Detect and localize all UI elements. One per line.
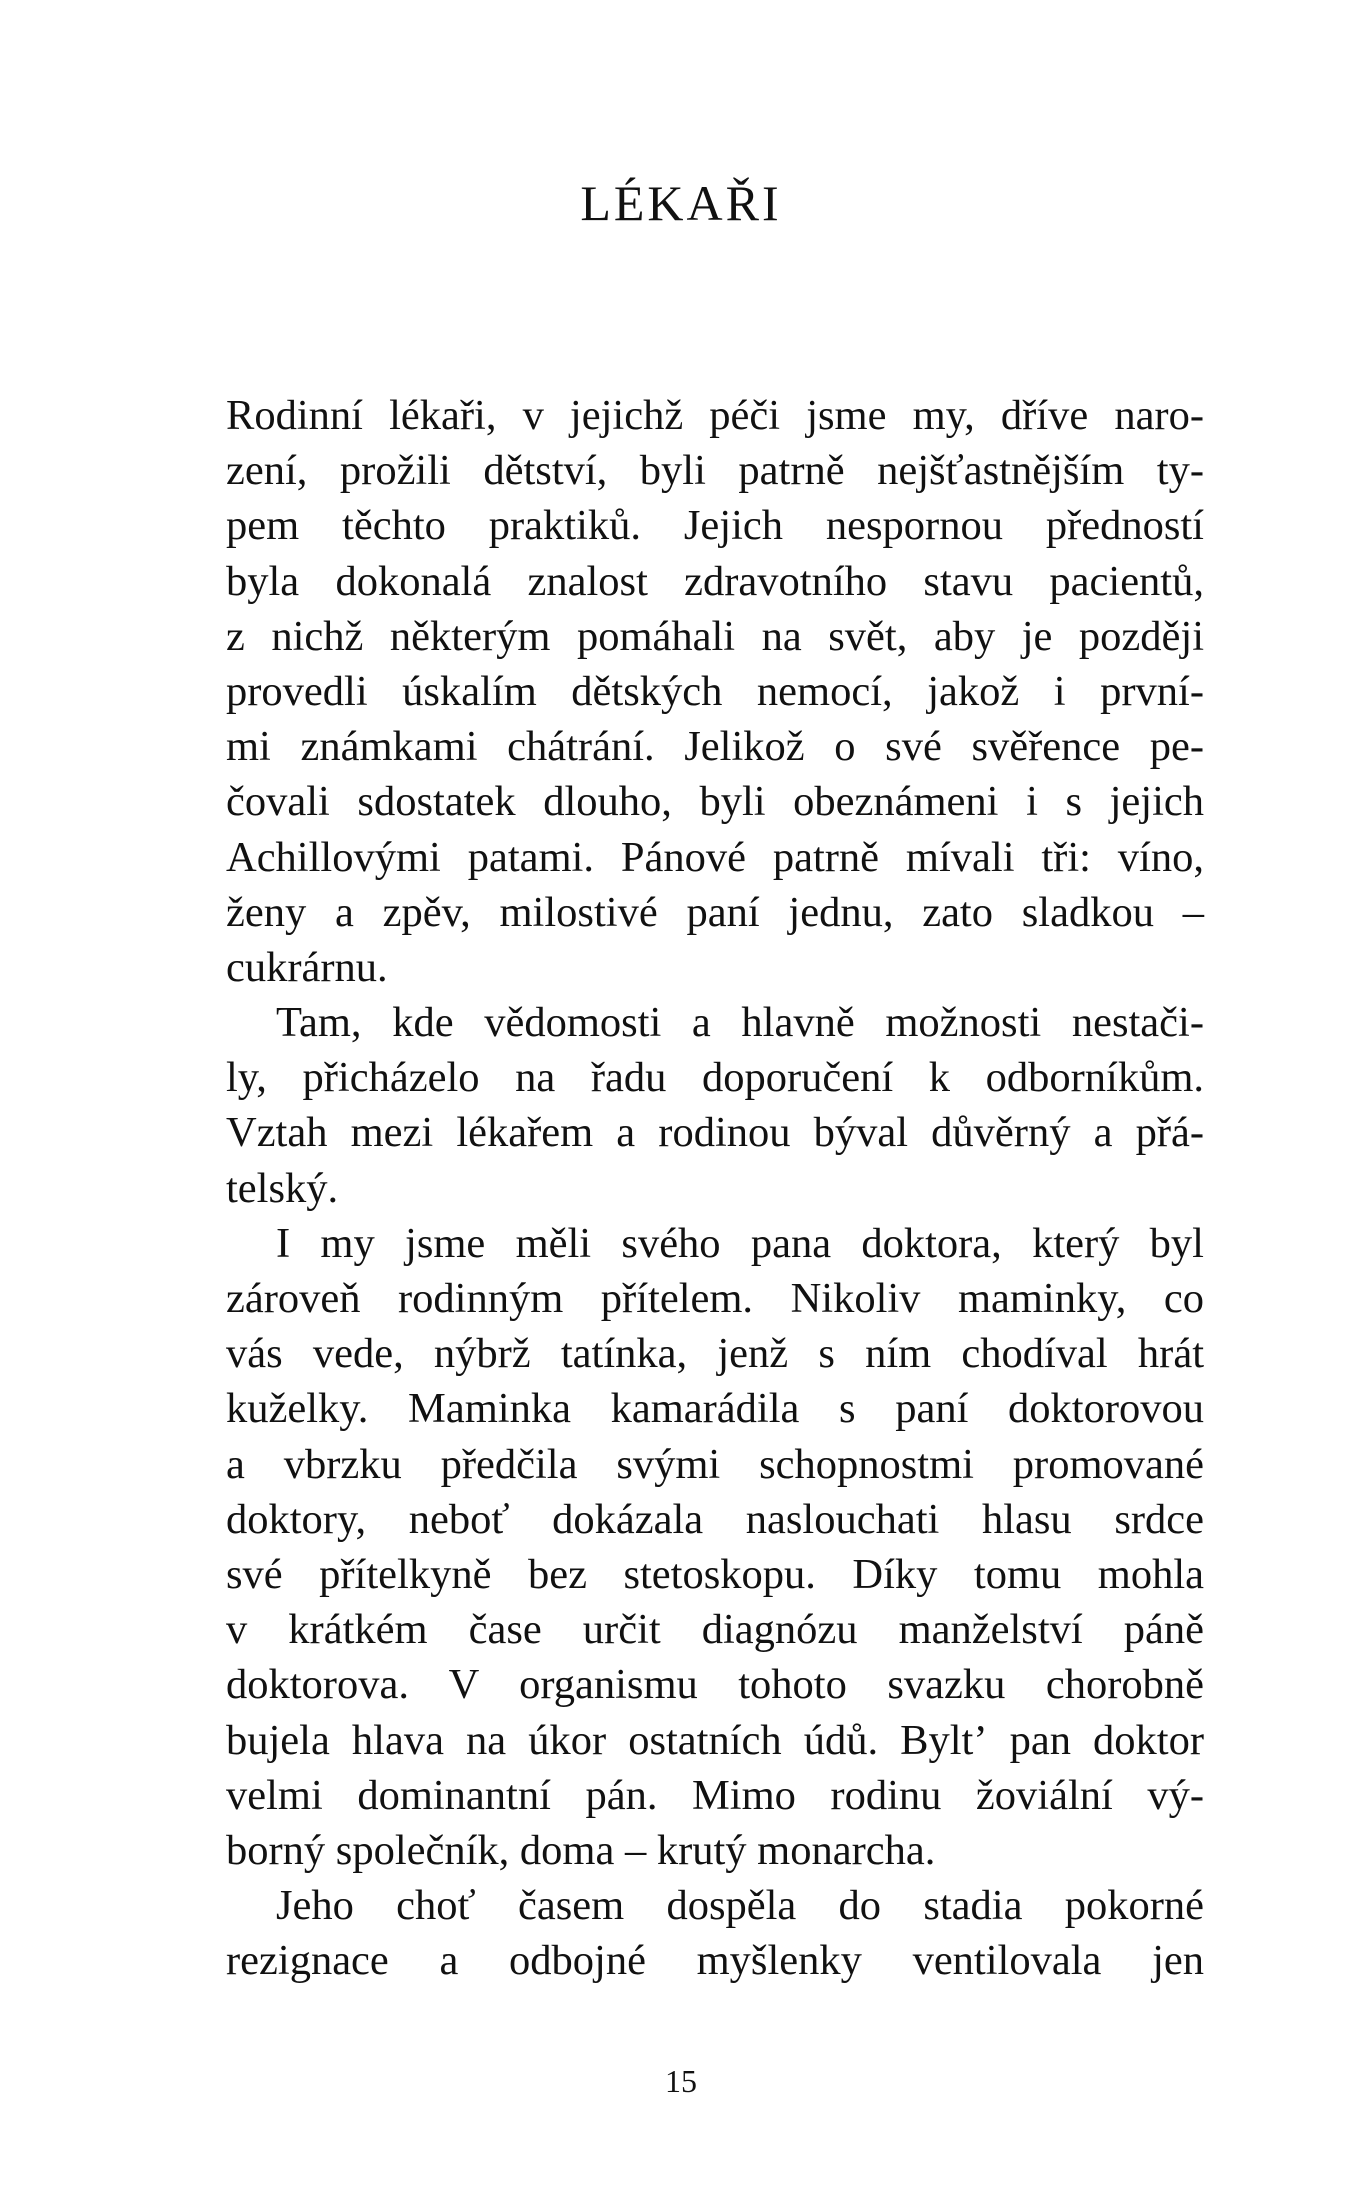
text-line: I my jsme měli svého pana doktora, který byl [276, 1219, 1204, 1267]
text-line: telský. [226, 1164, 339, 1212]
page-number: 15 [665, 2063, 697, 2099]
text-line: pem těchto praktiků. Jejich nespornou předností [226, 502, 1204, 550]
text-line: Tam, kde vědomosti a hlavně možnosti nestači- [276, 999, 1204, 1047]
paragraph [226, 995, 1204, 1216]
text-line: Vztah mezi lékařem a rodinou býval důvěrný a přá- [226, 1109, 1204, 1157]
text-line: provedli úskalím dětských nemocí, jakož i první- [226, 667, 1204, 715]
text-line: rezignace a odbojné myšlenky ventilovala jen [226, 1937, 1204, 1985]
text-line: ly, přicházelo na řadu doporučení k odborníkům. [226, 1054, 1204, 1102]
text-line: mi známkami chátrání. Jelikož o své svěřence pe- [226, 723, 1204, 771]
text-line: vás vede, nýbrž tatínka, jenž s ním chodíval hrát [226, 1330, 1204, 1378]
text-line: kuželky. Maminka kamarádila s paní doktorovou [226, 1385, 1204, 1433]
text-line: borný společník, doma – krutý monarcha. [226, 1826, 936, 1874]
text-line: a vbrzku předčila svými schopnostmi promované [226, 1440, 1204, 1488]
text-line: Achillovými patami. Pánové patrně mívali tři: víno, [226, 833, 1204, 881]
chapter-title: LÉKAŘI [580, 175, 782, 231]
text-line: ženy a zpěv, milostivé paní jednu, zato sladkou – [226, 888, 1204, 936]
text-line: v krátkém čase určit diagnózu manželství páně [226, 1606, 1204, 1654]
text-line: čovali sdostatek dlouho, byli obeznámeni i s jejich [226, 778, 1204, 826]
text-line: své přítelkyně bez stetoskopu. Díky tomu mohla [226, 1550, 1204, 1598]
paragraph [226, 1216, 1204, 1878]
paragraph [226, 388, 1204, 995]
text-line: Rodinní lékaři, v jejichž péči jsme my, dříve naro- [226, 392, 1204, 439]
text-line: Jeho choť časem dospěla do stadia pokorné [276, 1882, 1204, 1930]
text-line: cukrárnu. [226, 943, 388, 991]
text-line: velmi dominantní pán. Mimo rodinu žoviální vý- [226, 1771, 1204, 1819]
paragraph [226, 1878, 1204, 1988]
text-line: byla dokonalá znalost zdravotního stavu pacientů, [226, 557, 1204, 605]
text-line: zároveň rodinným přítelem. Nikoliv maminky, co [226, 1275, 1204, 1322]
text-line: bujela hlava na úkor ostatních údů. Byltʼ pan doktor [226, 1716, 1204, 1764]
text-line: z nichž některým pomáhali na svět, aby je později [226, 612, 1204, 660]
text-line: doktorova. V organismu tohoto svazku chorobně [226, 1661, 1204, 1709]
text-line: zení, prožili dětství, byli patrně nejšťastnějším ty- [226, 447, 1204, 495]
body-text [226, 388, 1204, 1988]
text-line: doktory, neboť dokázala naslouchati hlasu srdce [226, 1495, 1204, 1543]
